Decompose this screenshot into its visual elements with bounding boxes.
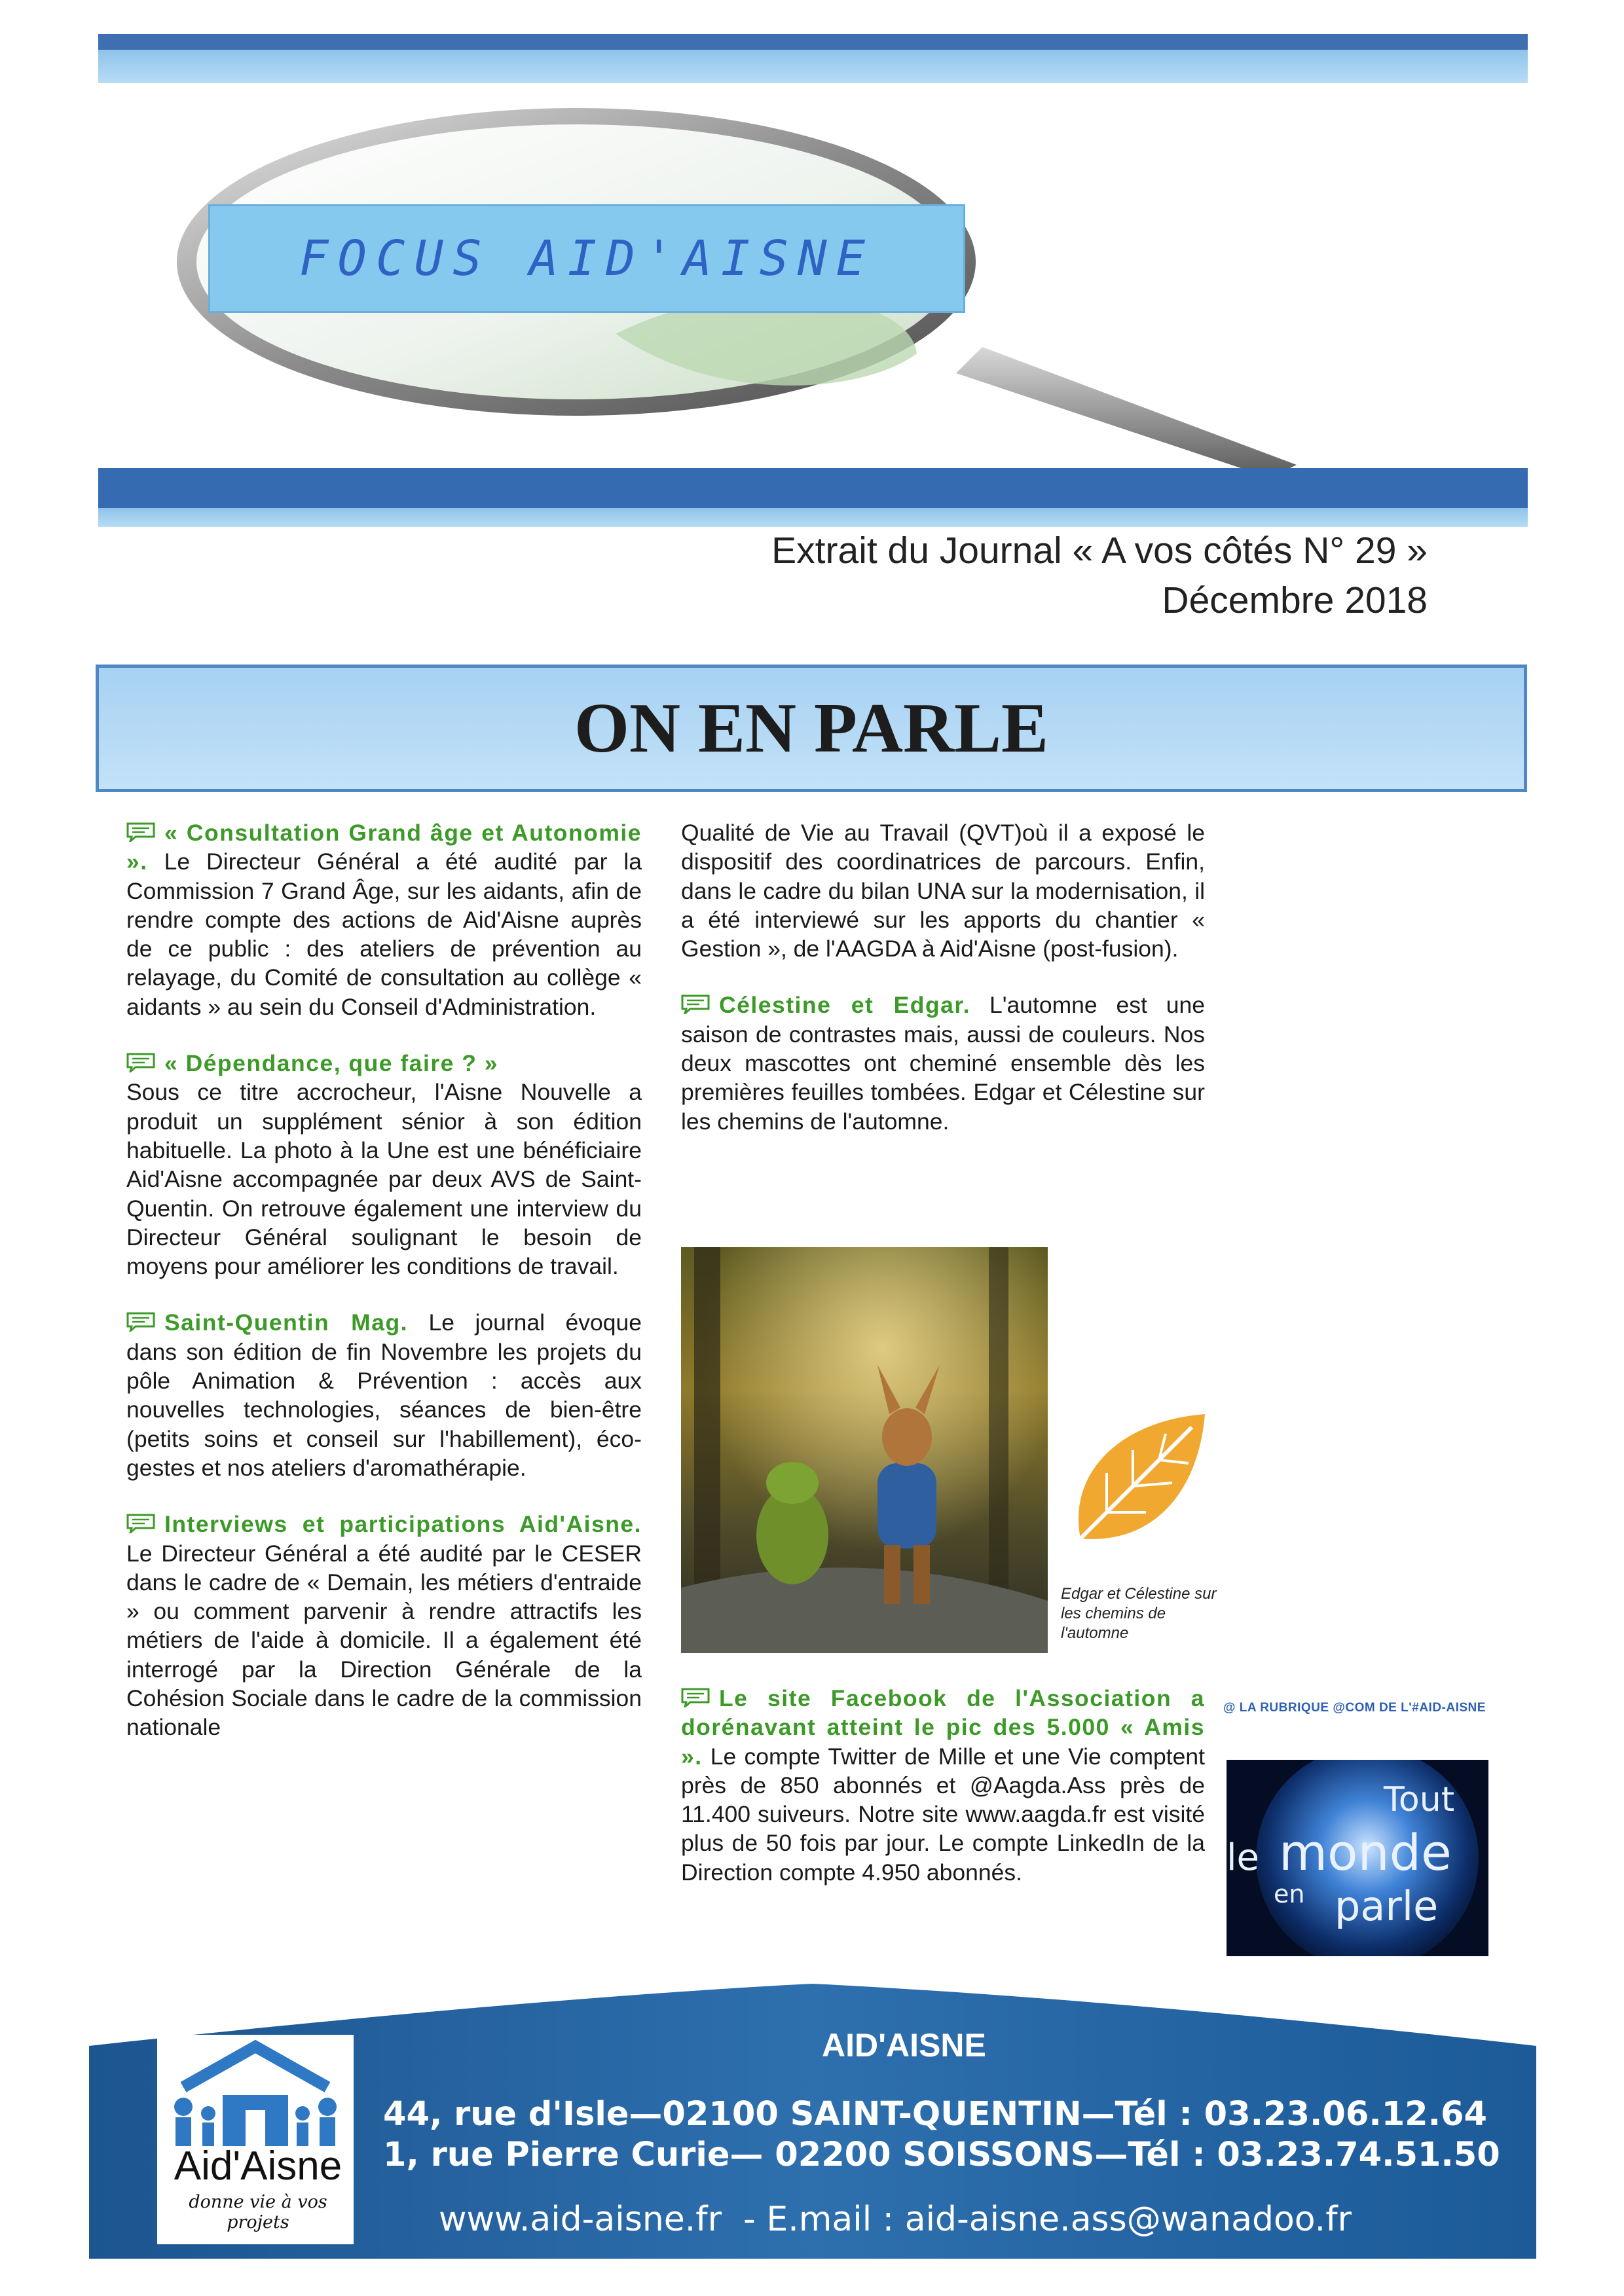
tmp-word-parle: parle <box>1335 1882 1439 1930</box>
speech-bubble-icon <box>681 1688 710 1707</box>
tout-le-monde-en-parle-logo <box>1227 1760 1488 1956</box>
autumn-leaf-icon <box>1061 1401 1218 1558</box>
right-column <box>681 818 1205 1163</box>
tmp-word-le: le <box>1227 1836 1260 1879</box>
issue-date: Décembre 2018 <box>1162 579 1428 621</box>
news-heading: « Dépendance, que faire ? » <box>164 1050 499 1077</box>
speech-bubble-icon <box>126 822 155 842</box>
mascots-photo <box>681 1247 1048 1653</box>
header-bottom-band <box>98 468 1528 527</box>
speech-bubble-icon <box>681 994 710 1014</box>
news-text: L'automne est une saison de contrastes mais, aussi de couleurs. Nos deux mascottes ont cheminé ensemble dès les premières feuilles tombées. Edgar et Célestine sur les chemins de l'automne. <box>681 992 1205 1135</box>
news-heading: « Consultation Grand âge et Autonomie ». <box>126 820 642 875</box>
rubrique-label: @ LA RUBRIQUE @COM DE L'#AID-AISNE <box>1223 1701 1486 1715</box>
news-heading: Le site Facebook de l'Association a dorénavant atteint le pic des 5.000 « Amis ». <box>681 1685 1205 1770</box>
news-item <box>126 818 642 1021</box>
logo-tagline: donne vie à vos projets <box>189 2192 327 2232</box>
speech-bubble-icon <box>126 1312 155 1332</box>
footer-address-1: 44, rue d'Isle—02100 SAINT-QUENTIN—Tél : 03.23.06.12.64 <box>383 2095 1488 2134</box>
speech-bubble-icon <box>126 1514 155 1533</box>
news-item <box>126 1510 642 1741</box>
focus-logo-title: FOCUS AID'AISNE <box>208 204 965 313</box>
news-heading: Saint-Quentin Mag. <box>164 1309 409 1336</box>
left-column <box>126 818 642 1770</box>
tmp-word-tout: Tout <box>1384 1780 1455 1819</box>
news-heading: Interviews et participations Aid'Aisne. <box>164 1511 642 1538</box>
news-text: Le Directeur Général a été audité par le CESER dans le cadre de « Demain, les métiers d'entraide » ou comment parvenir à rendre attractifs les métiers de l'aide à domicile. Il a également été interrogé par la Direction Générale de la Cohésion Sociale dans le cadre de la commission nationale <box>126 1540 642 1741</box>
header-top-band <box>98 34 1528 83</box>
footer-address-2: 1, rue Pierre Curie— 02200 SOISSONS—Tél : 03.23.74.51.50 <box>383 2136 1500 2174</box>
news-item <box>681 1684 1205 1887</box>
news-item <box>681 991 1205 1135</box>
news-text: Le compte Twitter de Mille et une Vie comptent près de 850 abonnés et @Aagda.Ass près de 11.400 suiveurs. Notre site www.aagda.fr est visité plus de 50 fois par jour. Le compte LinkedIn de la Direction compte 4.950 abonnés. <box>681 1743 1205 1886</box>
section-title: ON EN PARLE <box>574 689 1049 767</box>
autumn-forest-image <box>681 1247 1048 1653</box>
tmp-word-en: en <box>1274 1880 1305 1908</box>
continuation-text: Qualité de Vie au Travail (QVT)où il a exposé le dispositif des coordinatrices de parcours. Enfin, dans le cadre du bilan UNA sur la modernisation, il a été interviewé sur les apports du chantier « Gestion », de l'AAGDA à Aid'Aisne (post-fusion). <box>681 820 1205 962</box>
news-heading: Célestine et Edgar. <box>719 992 971 1019</box>
house-family-icon <box>157 2035 354 2146</box>
speech-bubble-icon <box>126 1053 155 1072</box>
facebook-item <box>681 1684 1205 1914</box>
news-item <box>126 1308 642 1482</box>
section-title-box <box>96 665 1527 792</box>
news-text: Sous ce titre accrocheur, l'Aisne Nouvelle a produit un supplément sénior à son édition habituelle. La photo à la Une est une bénéficiaire Aid'Aisne accompagnée par deux AVS de Saint-Quentin. On retrouve également une interview du Directeur Général soulignant le besoin de moyens pour améliorer les conditions de travail. <box>126 1079 642 1280</box>
news-text: Le Directeur Général a été audité par la Commission 7 Grand Âge, sur les aidants, afin de rendre compte des actions de Aid'Aisne auprès de ce public : des ateliers de prévention au relayage, du Comité de consultation au collège « aidants » au sein du Conseil d'Administration. <box>126 848 642 1020</box>
news-item <box>126 1049 642 1281</box>
photo-caption: Edgar et Célestine sur les chemins de l'automne <box>1061 1585 1217 1642</box>
footer-org-name: AID'AISNE <box>822 2027 986 2064</box>
footer-web-email[interactable]: www.aid-aisne.fr - E.mail : aid-aisne.ass@wanadoo.fr <box>439 2200 1352 2239</box>
issue-line: Extrait du Journal « A vos côtés N° 29 » <box>771 530 1428 572</box>
news-text: Le journal évoque dans son édition de fin Novembre les projets du pôle Animation & Prévention : accès aux nouvelles technologies, séances de bien-être (petits soins et conseil sur l'habillement), éco-gestes et nos ateliers d'aromathérapie. <box>126 1309 642 1481</box>
tmp-word-monde: monde <box>1279 1823 1452 1882</box>
logo-name: Aid'Aisne <box>174 2143 342 2189</box>
